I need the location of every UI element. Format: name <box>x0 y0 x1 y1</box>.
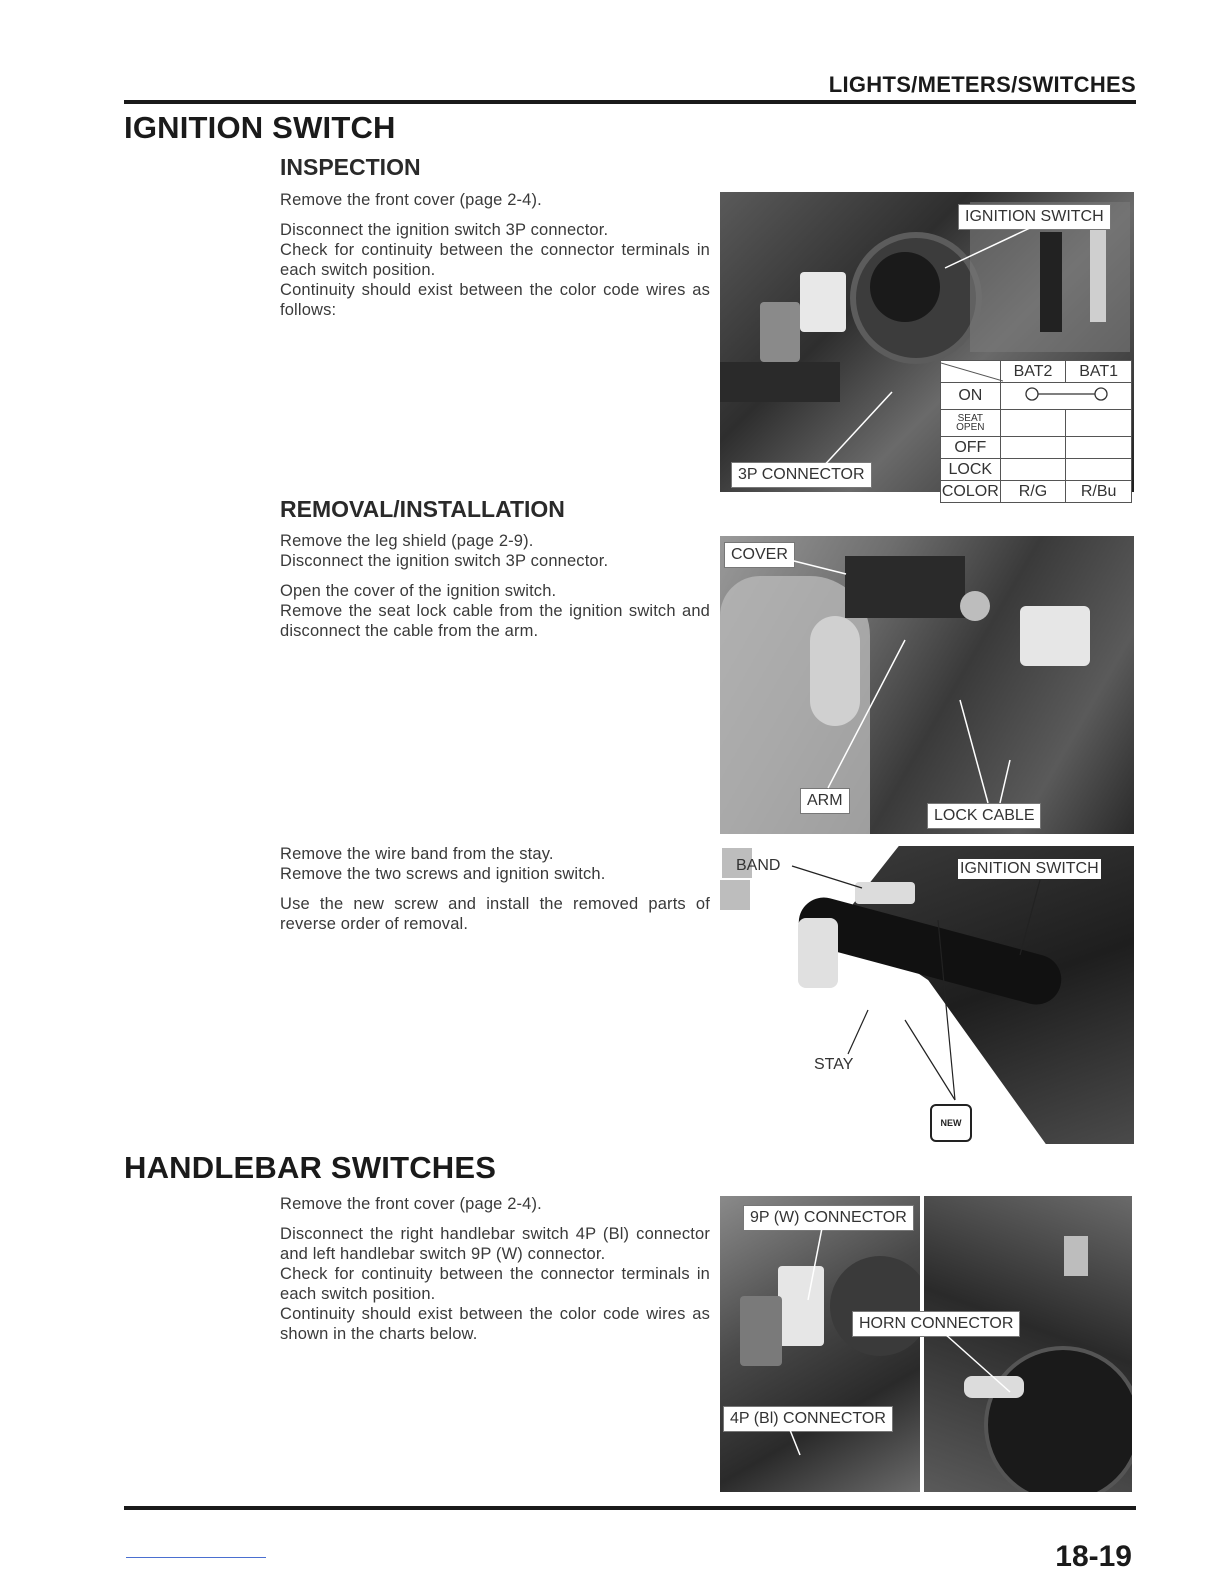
label-arm: ARM <box>800 788 850 814</box>
seat-label: SEAT <box>957 413 984 424</box>
label-lock-cable: LOCK CABLE <box>927 803 1041 829</box>
page-number: 18-19 <box>1055 1540 1132 1573</box>
removal-step-2: Disconnect the ignition switch 3P connector. <box>280 552 609 570</box>
label-3p-connector: 3P CONNECTOR <box>731 462 872 488</box>
removal-step-6: Remove the two screws and ignition switch. <box>280 865 606 883</box>
inspection-step-2: Disconnect the ignition switch 3P connector. <box>280 221 609 239</box>
handlebar-step-2: Disconnect the right handlebar switch 4P (Bl) connector and left handlebar switch 9P (W) connector. <box>280 1225 710 1263</box>
label-ignition-switch: IGNITION SWITCH <box>958 204 1111 230</box>
color-code-1: R/G <box>1000 481 1066 503</box>
row-label-lock: LOCK <box>941 459 1001 481</box>
label-9p-connector: 9P (W) CONNECTOR <box>743 1205 914 1231</box>
col-header-bat2: BAT2 <box>1000 361 1066 383</box>
inspection-subtitle: INSPECTION <box>280 154 421 180</box>
row-label-off: OFF <box>941 437 1001 459</box>
inspection-step-1: Remove the front cover (page 2-4). <box>280 191 542 209</box>
label-stay: STAY <box>814 1056 854 1073</box>
removal-step-1: Remove the leg shield (page 2-9). <box>280 532 534 550</box>
handlebar-step-3: Check for continuity between the connector terminals in each switch position. <box>280 1265 710 1303</box>
col-header-bat1: BAT1 <box>1066 361 1132 383</box>
removal-step-7: Use the new screw and install the removed parts of reverse order of removal. <box>280 895 710 933</box>
handlebar-step-4: Continuity should exist between the color code wires as shown in the charts below. <box>280 1305 710 1343</box>
footer-rule <box>124 1506 1136 1510</box>
label-cover: COVER <box>724 542 795 568</box>
label-horn-connector: HORN CONNECTOR <box>852 1311 1020 1337</box>
inspection-step-3: Check for continuity between the connector terminals in each switch position. <box>280 241 710 279</box>
inspection-step-4: Continuity should exist between the color code wires as follows: <box>280 281 710 319</box>
running-header: LIGHTS/METERS/SWITCHES <box>828 72 1136 97</box>
removal-step-4: Remove the seat lock cable from the ignition switch and disconnect the cable from the arm. <box>280 602 710 640</box>
label-ignition-switch-2: IGNITION SWITCH <box>960 860 1099 877</box>
color-code-2: R/Bu <box>1066 481 1132 503</box>
removal-subtitle: REMOVAL/INSTALLATION <box>280 496 565 522</box>
handlebar-switches-title: HANDLEBAR SWITCHES <box>124 1150 497 1185</box>
removal-step-5: Remove the wire band from the stay. <box>280 845 554 863</box>
removal-step-3: Open the cover of the ignition switch. <box>280 582 557 600</box>
open-label: OPEN <box>956 422 985 433</box>
ignition-switch-title: IGNITION SWITCH <box>124 110 396 145</box>
new-part-icon: NEW <box>930 1104 972 1142</box>
footer-link-underline <box>126 1557 266 1558</box>
row-label-on: ON <box>941 383 1001 410</box>
handlebar-step-1: Remove the front cover (page 2-4). <box>280 1195 542 1213</box>
label-band: BAND <box>736 857 781 874</box>
label-4p-connector: 4P (Bl) CONNECTOR <box>723 1406 893 1432</box>
row-label-color: COLOR <box>941 481 1001 503</box>
